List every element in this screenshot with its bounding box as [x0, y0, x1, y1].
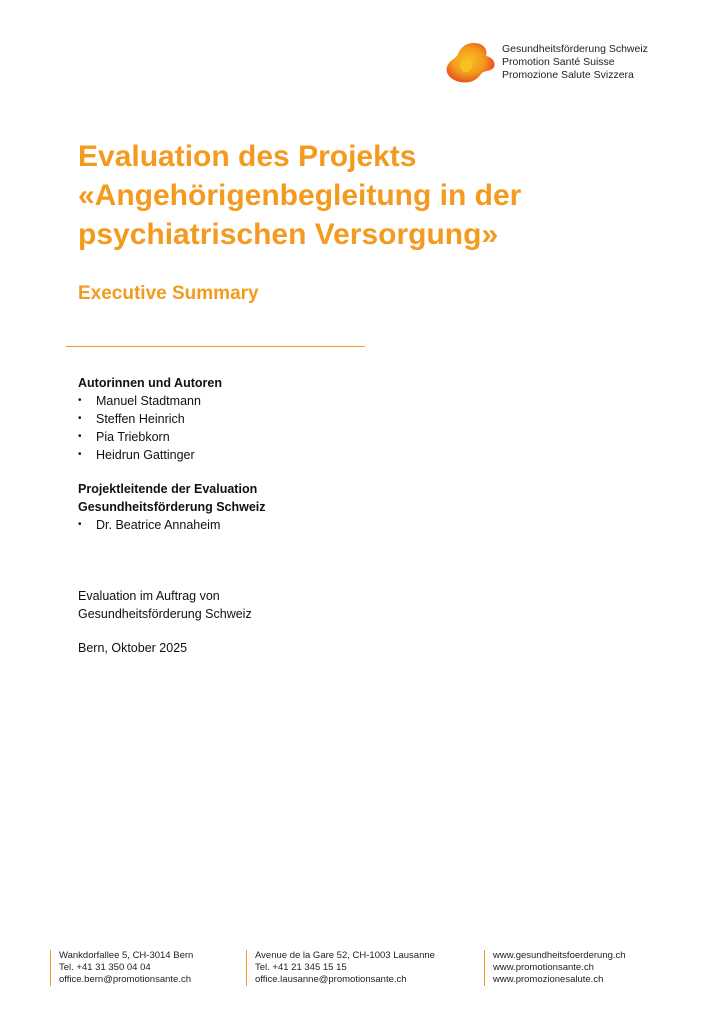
- logo-flame-icon: [444, 40, 500, 86]
- logo-line-it: Promozione Salute Svizzera: [502, 69, 634, 81]
- footer-line[interactable]: office.bern@promotionsante.ch: [59, 974, 191, 985]
- list-item: [78, 410, 201, 428]
- footer-line: Tel. +41 31 350 04 04: [59, 962, 151, 973]
- bullet-icon: •: [78, 431, 82, 442]
- authors-heading: Autorinnen und Autoren: [78, 376, 222, 390]
- footer-line: Wankdorfallee 5, CH-3014 Bern: [59, 950, 194, 961]
- footer-bern-address: [50, 950, 193, 986]
- author-name: Pia Triebkorn: [96, 430, 170, 444]
- bullet-icon: •: [78, 395, 82, 406]
- bullet-icon: •: [78, 519, 82, 530]
- author-name: Manuel Stadtmann: [96, 394, 201, 408]
- logo-line-fr: Promotion Santé Suisse: [502, 56, 615, 68]
- project-leads-list: [78, 516, 220, 534]
- commission-line2: Gesundheitsförderung Schweiz: [78, 607, 252, 621]
- place-date: Bern, Oktober 2025: [78, 641, 188, 655]
- organization-logo: [444, 40, 684, 86]
- title-line: psychiatrischen Versorgung»: [78, 218, 499, 251]
- title-divider: [66, 346, 365, 347]
- footer-link[interactable]: www.promozionesalute.ch: [493, 974, 604, 985]
- author-name: Steffen Heinrich: [96, 412, 185, 426]
- project-leads-heading-line2: Gesundheitsförderung Schweiz: [78, 500, 266, 514]
- bullet-icon: •: [78, 449, 82, 460]
- project-leads-heading-line1: Projektleitende der Evaluation: [78, 482, 258, 496]
- footer-websites: [484, 950, 626, 986]
- footer-lausanne-address: [246, 950, 435, 986]
- footer-line: Tel. +41 21 345 15 15: [255, 962, 347, 973]
- lead-name: Dr. Beatrice Annaheim: [96, 518, 221, 532]
- document-title: [78, 137, 678, 254]
- title-line: Evaluation des Projekts: [78, 140, 417, 173]
- bullet-icon: •: [78, 413, 82, 424]
- logo-line-de: Gesundheitsförderung Schweiz: [502, 43, 648, 55]
- list-item: [78, 446, 201, 464]
- footer-line: Avenue de la Gare 52, CH-1003 Lausanne: [255, 950, 435, 961]
- commission-line1: Evaluation im Auftrag von: [78, 589, 220, 603]
- footer-line[interactable]: office.lausanne@promotionsante.ch: [255, 974, 407, 985]
- authors-list: [78, 392, 201, 464]
- title-line: «Angehörigenbegleitung in der: [78, 179, 522, 212]
- list-item: [78, 392, 201, 410]
- list-item: [78, 428, 201, 446]
- footer-link[interactable]: www.promotionsante.ch: [493, 962, 594, 973]
- list-item: [78, 516, 220, 534]
- logo-wordmark: [502, 43, 648, 82]
- footer-link[interactable]: www.gesundheitsfoerderung.ch: [493, 950, 626, 961]
- document-subtitle: Executive Summary: [78, 283, 259, 304]
- author-name: Heidrun Gattinger: [96, 448, 195, 462]
